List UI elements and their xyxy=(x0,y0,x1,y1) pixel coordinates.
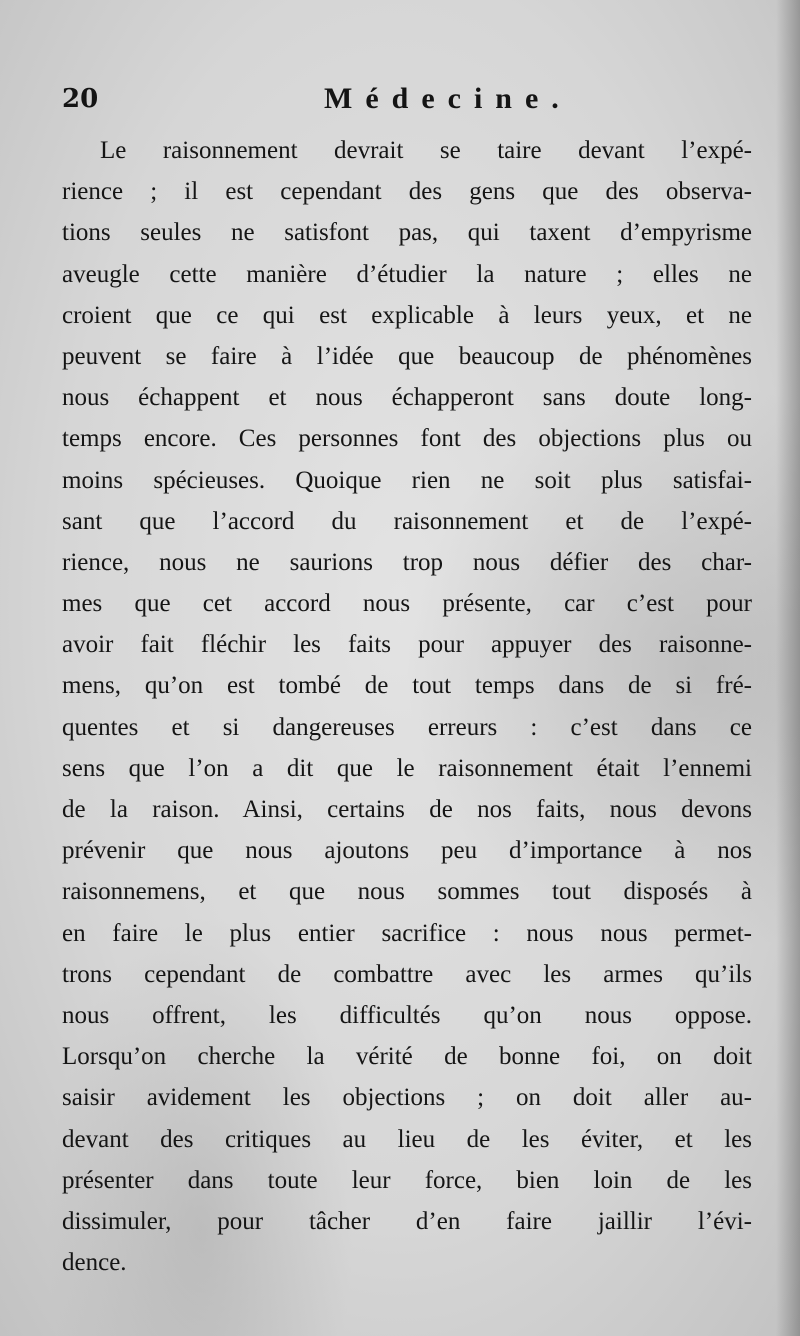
text-line-4: aveugle cette manière d’étudier la nature ; elles ne xyxy=(62,260,752,288)
text-line-16: sens que l’on a dit que le raisonnement était l’ennemi xyxy=(62,754,752,782)
text-line-15: quentes et si dangereuses erreurs : c’est dans ce xyxy=(62,713,752,741)
text-line-6: peuvent se faire à l’idée que beaucoup de phénomènes xyxy=(62,342,752,370)
text-line-14: mens, qu’on est tombé de tout temps dans de si fré- xyxy=(62,672,752,700)
text-line-11: rience, nous ne saurions trop nous défier des char- xyxy=(62,548,752,576)
text-line-1: Le raisonnement devrait se taire devant l’expé- xyxy=(100,137,752,164)
text-line-9: moins spécieuses. Quoique rien ne soit plus satisfai- xyxy=(62,466,752,494)
page-number: 20 xyxy=(62,84,99,114)
text-line-26: présenter dans toute leur force, bien loin de les xyxy=(62,1166,752,1194)
text-line-21: trons cependant de combattre avec les armes qu’ils xyxy=(62,960,752,988)
text-line-13: avoir fait fléchir les faits pour appuyer des raisonne- xyxy=(62,631,752,659)
text-line-12: mes que cet accord nous présente, car c’est pour xyxy=(62,590,752,618)
text-line-27: dissimuler, pour tâcher d’en faire jaillir l’évi- xyxy=(62,1207,752,1235)
text-line-20: en faire le plus entier sacrifice : nous nous permet- xyxy=(62,919,752,947)
text-line-17: de la raison. Ainsi, certains de nos faits, nous devons xyxy=(62,796,752,823)
page-edge-shadow xyxy=(776,0,800,1336)
text-line-25: devant des critiques au lieu de les éviter, et les xyxy=(62,1125,752,1153)
text-line-19: raisonnemens, et que nous sommes tout disposés à xyxy=(62,878,752,906)
text-line-22: nous offrent, les difficultés qu’on nous oppose. xyxy=(62,1001,752,1029)
text-line-7: nous échappent et nous échapperont sans doute long- xyxy=(62,384,752,412)
running-head: Médecine. xyxy=(324,82,572,115)
text-line-8: temps encore. Ces personnes font des objections plus ou xyxy=(62,425,752,453)
text-line-28: dence. xyxy=(62,1249,127,1277)
page-header xyxy=(62,80,752,120)
text-line-23: Lorsqu’on cherche la vérité de bonne foi, on doit xyxy=(62,1043,752,1071)
text-line-5: croient que ce qui est explicable à leurs yeux, et ne xyxy=(62,301,752,329)
text-line-18: prévenir que nous ajoutons peu d’importance à nos xyxy=(62,837,752,865)
text-line-3: tions seules ne satisfont pas, qui taxent d’empyrisme xyxy=(62,219,752,247)
text-line-2: rience ; il est cependant des gens que des observa- xyxy=(62,178,752,206)
body-paragraph xyxy=(62,130,752,1283)
text-line-10: sant que l’accord du raisonnement et de l’expé- xyxy=(62,507,752,535)
text-line-24: saisir avidement les objections ; on doit aller au- xyxy=(62,1084,752,1112)
